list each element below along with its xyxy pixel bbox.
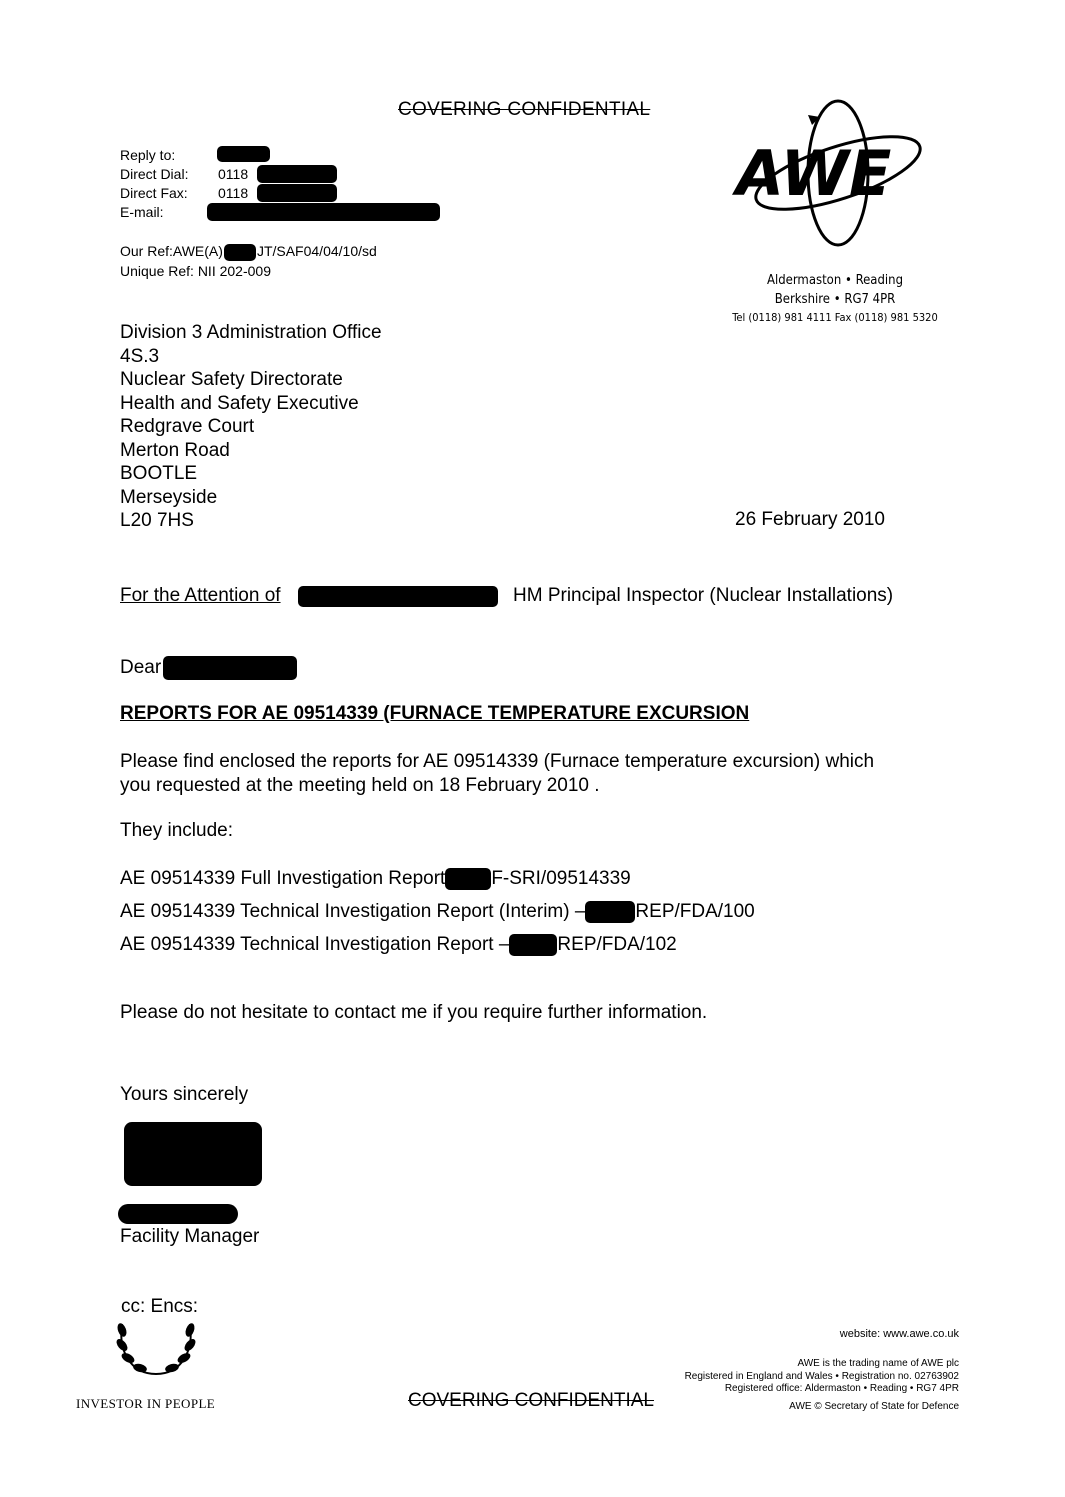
- redaction: [585, 901, 635, 923]
- signatory-title: Facility Manager: [120, 1226, 260, 1247]
- recipient-line: BOOTLE: [120, 463, 198, 484]
- attention-prefix: For the Attention of: [120, 585, 281, 606]
- footer-legal: [685, 1358, 959, 1413]
- body-line: you requested at the meeting held on 18 February 2010 .: [120, 775, 600, 796]
- footer-legal-line: AWE © Secretary of State for Defence: [789, 1400, 959, 1412]
- iip-label: INVESTOR IN PEOPLE: [76, 1396, 216, 1411]
- footer-classification: COVERING CONFIDENTIAL: [408, 1390, 654, 1411]
- reply-to-label: Reply to:: [120, 147, 176, 163]
- report-ref: F-SRI/09514339: [491, 868, 631, 890]
- signature-redaction: [124, 1122, 262, 1186]
- reply-block: [120, 146, 249, 222]
- recipient-line: Merseyside: [120, 486, 218, 508]
- redaction: [509, 934, 557, 956]
- report-item: [120, 868, 631, 890]
- direct-dial-value: 0118: [218, 166, 249, 182]
- redaction: [257, 165, 337, 183]
- recipient-line: Health and Safety Executive: [120, 392, 359, 414]
- letter-date: 26 February 2010: [735, 509, 885, 530]
- closing-paragraph: Please do not hesitate to contact me if you require further information.: [120, 1002, 708, 1023]
- report-title: AE 09514339 Technical Investigation Report –: [120, 934, 510, 956]
- unique-ref: Unique Ref: NII 202-009: [120, 263, 271, 279]
- attention-line: [120, 585, 925, 607]
- iip-badge: [108, 1300, 204, 1385]
- awe-logo: [728, 95, 944, 255]
- redaction: [217, 146, 270, 162]
- yours-sincerely: Yours sincerely: [120, 1084, 249, 1105]
- awe-address-line2: Berkshire • RG7 4PR: [774, 292, 896, 307]
- subject-heading: REPORTS FOR AE 09514339 (FURNACE TEMPERATURE EXCURSION: [120, 703, 750, 724]
- redaction: [163, 656, 297, 680]
- report-ref: REP/FDA/102: [557, 934, 677, 956]
- our-ref: [120, 242, 377, 261]
- direct-fax-label: Direct Fax:: [120, 185, 188, 201]
- direct-dial-label: Direct Dial:: [120, 166, 189, 182]
- report-title: AE 09514339 Full Investigation Report: [120, 868, 446, 890]
- attention-suffix: HM Principal Inspector (Nuclear Installations): [513, 585, 894, 606]
- footer-legal-line: Registered in England and Wales • Registration no. 02763902: [684, 1370, 959, 1382]
- salutation-text: Dear: [120, 657, 162, 679]
- redaction: [224, 244, 256, 261]
- body-line: Please find enclosed the reports for AE 09514339 (Furnace temperature excursion) which: [120, 751, 875, 772]
- recipient-line: Division 3 Administration Office: [120, 322, 382, 343]
- report-title: AE 09514339 Technical Investigation Report (Interim) –: [120, 901, 586, 923]
- recipient-line: Redgrave Court: [120, 416, 255, 437]
- redaction: [207, 203, 440, 221]
- recipient-line: 4S.3: [120, 345, 160, 367]
- recipient-line: Merton Road: [120, 439, 230, 461]
- email-label: E-mail:: [120, 204, 164, 220]
- awe-address-line1: Aldermaston • Reading: [766, 273, 903, 288]
- header-classification: COVERING CONFIDENTIAL: [398, 99, 651, 120]
- report-ref: REP/FDA/100: [635, 901, 755, 923]
- direct-fax-value: 0118: [218, 185, 249, 201]
- body-paragraph: [120, 750, 874, 798]
- footer-legal-line: Registered office: Aldermaston • Reading • RG7 4PR: [724, 1383, 959, 1394]
- awe-logo-icon: [728, 95, 944, 255]
- report-item: [120, 901, 755, 923]
- enclosures-label: cc: Encs:: [121, 1296, 199, 1317]
- salutation: [120, 656, 297, 680]
- recipient-line: Nuclear Safety Directorate: [120, 369, 343, 390]
- our-ref-prefix: Our Ref:AWE(A): [120, 243, 223, 259]
- name-redaction: [118, 1204, 238, 1224]
- report-item: [120, 934, 677, 956]
- awe-phone: Tel (0118) 981 4111 Fax (0118) 981 5320: [732, 311, 938, 324]
- redaction: [445, 868, 491, 890]
- laurel-wreath-icon: [108, 1300, 204, 1380]
- they-include: They include:: [120, 820, 234, 841]
- redaction: [298, 586, 498, 607]
- our-ref-suffix: JT/SAF04/04/10/sd: [256, 243, 377, 259]
- awe-logo-text: AWE: [736, 137, 892, 210]
- recipient-line: L20 7HS: [120, 510, 194, 531]
- redaction: [257, 184, 337, 202]
- footer-legal-line: AWE is the trading name of AWE plc: [797, 1358, 959, 1369]
- footer-website: website: www.awe.co.uk: [839, 1328, 959, 1340]
- awe-address: [716, 271, 954, 327]
- recipient-address: [120, 321, 382, 533]
